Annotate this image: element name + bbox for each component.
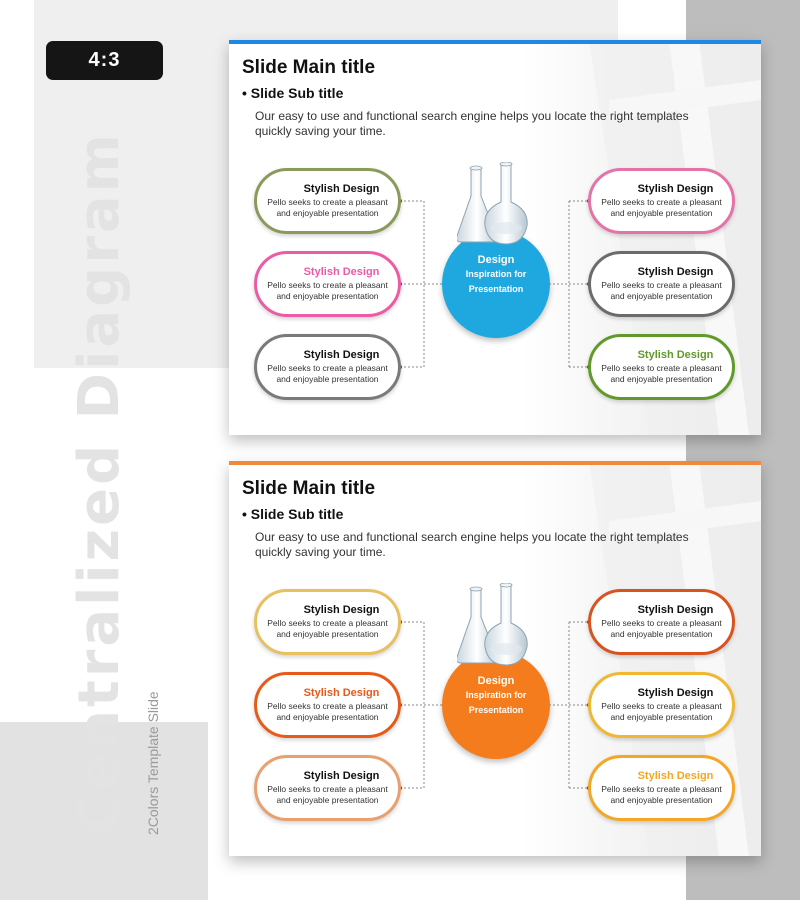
node-text: Pello seeks to create a pleasant and enjoyable presentation	[267, 363, 388, 384]
node-title: Stylish Design	[303, 687, 380, 699]
center-hub	[442, 230, 550, 338]
node-text: Pello seeks to create a pleasant and enjoyable presentation	[267, 701, 388, 722]
node-title: Stylish Design	[303, 183, 380, 195]
diagram-node-left-1	[254, 168, 401, 234]
node-text: Pello seeks to create a pleasant and enjoyable presentation	[601, 784, 722, 805]
side-subtitle: 2Colors Template Slide	[145, 691, 161, 835]
node-title: Stylish Design	[303, 349, 380, 361]
lab-flasks-icon	[457, 162, 547, 246]
slide-description: Our easy to use and functional search engine helps you locate the right templates quickly saving your time.	[255, 530, 689, 559]
node-text: Pello seeks to create a pleasant and enjoyable presentation	[601, 701, 722, 722]
node-title: Stylish Design	[303, 266, 380, 278]
node-text: Pello seeks to create a pleasant and enjoyable presentation	[601, 363, 722, 384]
diagram-node-left-1	[254, 589, 401, 655]
node-title: Stylish Design	[637, 349, 714, 361]
aspect-ratio-badge: 4:3	[46, 41, 163, 80]
slide-sub-title: • Slide Sub title	[242, 85, 344, 101]
slide-blue	[229, 40, 761, 435]
diagram-node-left-3	[254, 334, 401, 400]
diagram-node-left-2	[254, 251, 401, 317]
node-title: Stylish Design	[637, 687, 714, 699]
hub-line: Presentation	[468, 284, 524, 294]
node-text: Pello seeks to create a pleasant and enjoyable presentation	[601, 618, 722, 639]
node-title: Stylish Design	[637, 604, 714, 616]
diagram-node-left-3	[254, 755, 401, 821]
hub-title: Design	[477, 254, 515, 266]
hub-line: Inspiration for	[465, 269, 527, 279]
diagram-node-right-1	[588, 589, 735, 655]
slide-sub-title: • Slide Sub title	[242, 506, 344, 522]
node-text: Pello seeks to create a pleasant and enjoyable presentation	[267, 197, 388, 218]
hub-line: Inspiration for	[465, 690, 527, 700]
diagram-node-right-2	[588, 672, 735, 738]
center-hub	[442, 651, 550, 759]
node-title: Stylish Design	[637, 770, 714, 782]
node-title: Stylish Design	[637, 183, 714, 195]
slide-main-title: Slide Main title	[242, 57, 376, 78]
diagram-node-left-2	[254, 672, 401, 738]
slide-description: Our easy to use and functional search engine helps you locate the right templates quickly saving your time.	[255, 109, 689, 138]
node-text: Pello seeks to create a pleasant and enjoyable presentation	[267, 618, 388, 639]
slide-main-title: Slide Main title	[242, 478, 376, 499]
node-title: Stylish Design	[637, 266, 714, 278]
node-title: Stylish Design	[303, 770, 380, 782]
lab-flasks-icon	[457, 583, 547, 667]
diagram-node-right-3	[588, 334, 735, 400]
slide-orange	[229, 461, 761, 856]
node-text: Pello seeks to create a pleasant and enjoyable presentation	[267, 784, 388, 805]
side-title: Centralized Diagram	[67, 131, 132, 835]
node-title: Stylish Design	[303, 604, 380, 616]
node-text: Pello seeks to create a pleasant and enjoyable presentation	[601, 197, 722, 218]
diagram-node-right-3	[588, 755, 735, 821]
node-text: Pello seeks to create a pleasant and enjoyable presentation	[267, 280, 388, 301]
node-text: Pello seeks to create a pleasant and enjoyable presentation	[601, 280, 722, 301]
diagram-node-right-1	[588, 168, 735, 234]
hub-line: Presentation	[468, 705, 524, 715]
hub-title: Design	[477, 675, 515, 687]
diagram-node-right-2	[588, 251, 735, 317]
